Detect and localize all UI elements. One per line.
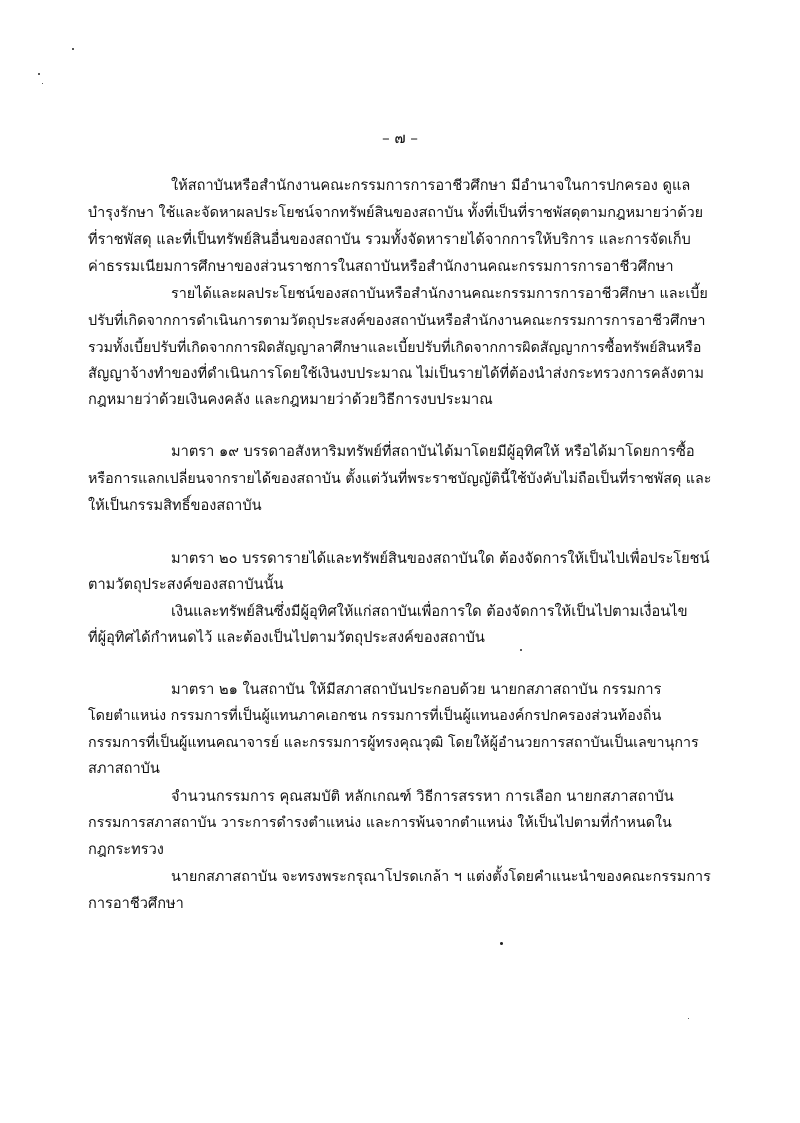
paragraph-line: บำรุงรักษา ใช้และจัดหาผลประโยชน์จากทรัพย์สินของสถาบัน ทั้งที่เป็นที่ราชพัสดุตามกฎหมายว่าด้วย	[88, 205, 704, 221]
paragraph-line: กฎหมายว่าด้วยเงินคงคลัง และกฎหมายว่าด้วยวิธีการงบประมาณ	[88, 391, 493, 408]
paragraph-line: กรรมการที่เป็นผู้แทนคณาจารย์ และกรรมการผู้ทรงคุณวุฒิ โดยให้ผู้อำนวยการสถาบันเป็นเลขานุการ	[88, 735, 699, 751]
paragraph-line: รวมทั้งเบี้ยปรับที่เกิดจากการผิดสัญญาลาศึกษาและเบี้ยปรับที่เกิดจากการผิดสัญญาการซื้อทรัพย์สินหรือ	[88, 340, 702, 356]
paragraph-line: หรือการแลกเปลี่ยนจากรายได้ของสถาบัน ตั้งแต่วันที่พระราชบัญญัตินี้ใช้บังคับไม่ถือเป็นที่ราชพัสดุ และ	[88, 471, 712, 487]
paragraph-line: เงินและทรัพย์สินซึ่งมีผู้อุทิศให้แก่สถาบันเพื่อการใด ต้องจัดการให้เป็นไปตามเงื่อนไข	[171, 603, 688, 620]
scan-speck	[688, 1018, 689, 1019]
paragraph-line: มาตรา ๒๑ ในสถาบัน ให้มีสภาสถาบันประกอบด้วย นายกสภาสถาบัน กรรมการ	[171, 681, 662, 698]
scan-speck	[520, 649, 522, 651]
paragraph-line: มาตรา ๒๐ บรรดารายได้และทรัพย์สินของสถาบันใด ต้องจัดการให้เป็นไปเพื่อประโยชน์	[171, 550, 710, 567]
paragraph-line: ที่ผู้อุทิศได้กำหนดไว้ และต้องเป็นไปตามวัตถุประสงค์ของสถาบัน	[88, 629, 485, 646]
paragraph-line: สัญญาจ้างทำของที่ดำเนินการโดยใช้เงินงบประมาณ ไม่เป็นรายได้ที่ต้องนำส่งกระทรวงการคลังตาม	[88, 365, 705, 382]
scan-speck	[500, 942, 503, 945]
paragraph-line: การอาชีวศึกษา	[88, 895, 184, 912]
paragraph-line: รายได้และผลประโยชน์ของสถาบันหรือสำนักงานคณะกรรมการการอาชีวศึกษา และเบี้ย	[171, 286, 708, 302]
paragraph-line: ปรับที่เกิดจากการดำเนินการตามวัตถุประสงค์ของสถาบันหรือสำนักงานคณะกรรมการการอาชีวศึกษา	[88, 313, 706, 329]
paragraph-line: กฎกระทรวง	[88, 841, 164, 858]
paragraph-line: กรรมการสภาสถาบัน วาระการดำรงตำแหน่ง และการพ้นจากตำแหน่ง ให้เป็นไปตามที่กำหนดใน	[88, 815, 672, 831]
paragraph-line: ที่ราชพัสดุ และที่เป็นทรัพย์สินอื่นของสถาบัน รวมทั้งจัดหารายได้จากการให้บริการ และการจัดเก็บ	[88, 231, 691, 248]
paragraph-line: มาตรา ๑๙ บรรดาอสังหาริมทรัพย์ที่สถาบันได้มาโดยมีผู้อุทิศให้ หรือได้มาโดยการซื้อ	[171, 443, 695, 460]
page-number: – ๗ –	[382, 129, 418, 147]
paragraph-line: สภาสถาบัน	[88, 760, 160, 777]
paragraph-line: จำนวนกรรมการ คุณสมบัติ หลักเกณฑ์ วิธีการสรรหา การเลือก นายกสภาสถาบัน	[171, 788, 674, 805]
paragraph-line: ให้เป็นกรรมสิทธิ์ของสถาบัน	[88, 497, 262, 514]
paragraph-line: ค่าธรรมเนียมการศึกษาของส่วนราชการในสถาบันหรือสำนักงานคณะกรรมการการอาชีวศึกษา	[88, 258, 674, 275]
paragraph-line: ตามวัตถุประสงค์ของสถาบันนั้น	[88, 576, 284, 593]
paragraph-line: นายกสภาสถาบัน จะทรงพระกรุณาโปรดเกล้า ฯ แต่งตั้งโดยคำแนะนำของคณะกรรมการ	[171, 869, 711, 885]
scan-speck	[72, 48, 74, 50]
paragraph-line: ให้สถาบันหรือสำนักงานคณะกรรมการการอาชีวศึกษา มีอำนาจในการปกครอง ดูแล	[171, 177, 691, 194]
scan-speck	[38, 73, 40, 75]
scan-speck	[42, 83, 43, 84]
paragraph-line: โดยตำแหน่ง กรรมการที่เป็นผู้แทนภาคเอกชน กรรมการที่เป็นผู้แทนองค์กรปกครองส่วนท้องถิ่น	[88, 708, 662, 724]
